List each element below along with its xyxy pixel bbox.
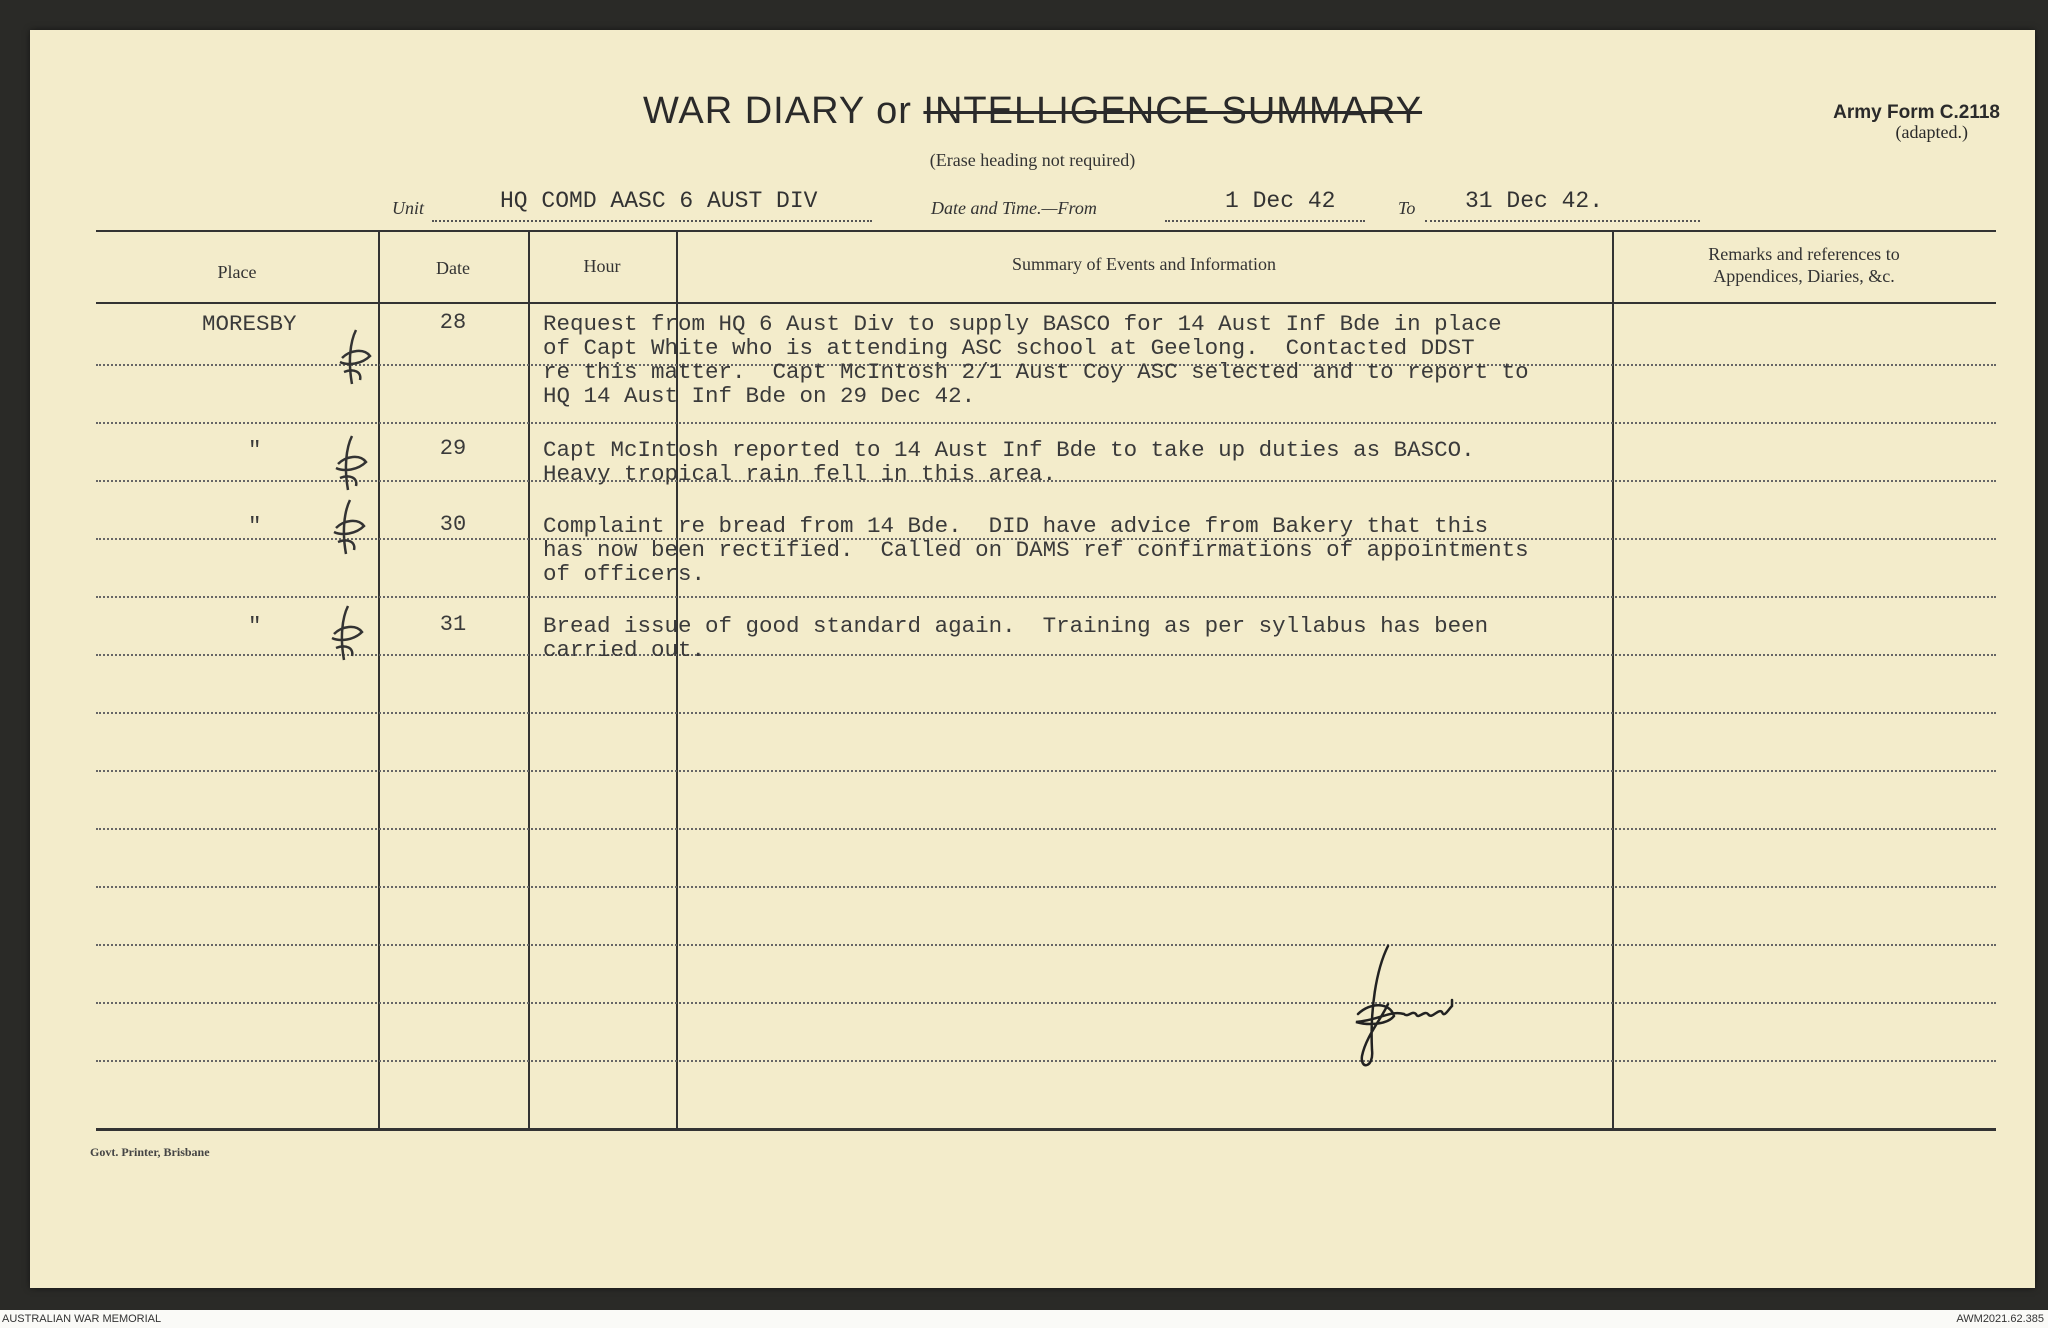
row-2-line-1: Capt McIntosh reported to 14 Aust Inf Bde to take up duties as BASCO. [543, 437, 1475, 463]
printer-imprint: Govt. Printer, Brisbane [90, 1145, 210, 1159]
war-diary-page [30, 30, 2035, 1288]
table-top-rule [96, 230, 1996, 232]
row-1-line-3: re this matter. Capt McIntosh 2/1 Aust Coy ASC selected and to report to [543, 359, 1529, 385]
row-1-line-4: HQ 14 Aust Inf Bde on 29 Dec 42. [543, 383, 976, 409]
title-struck: INTELLIGENCE SUMMARY [923, 90, 1423, 132]
archive-strip [0, 1310, 2048, 1328]
adapted-label: (adapted.) [1895, 122, 1968, 142]
row-2-date: 29 [439, 436, 467, 461]
initials-signature-icon [322, 598, 372, 668]
date-from-dotline [1165, 220, 1365, 222]
row-1-line-1: Request from HQ 6 Aust Div to supply BASCO for 14 Aust Inf Bde in place [543, 311, 1502, 337]
to-label: To [1398, 198, 1416, 218]
row-rule [96, 712, 1996, 714]
table-bottom-rule [96, 1128, 1996, 1131]
row-rule [96, 596, 1996, 598]
header-remarks-2: Appendices, Diaries, &c. [1713, 266, 1895, 286]
initials-signature-icon [326, 428, 376, 498]
officer-signature-icon [1330, 940, 1470, 1080]
row-rule [96, 944, 1996, 946]
date-label: Date and Time.—From [931, 198, 1097, 218]
row-2-place: " [248, 437, 262, 463]
army-form-label: Army Form C.2118 [1833, 102, 2000, 123]
initials-signature-icon [324, 492, 374, 562]
unit-label: Unit [392, 198, 425, 218]
header-date: Date [436, 258, 470, 278]
row-1-line-2: of Capt White who is attending ASC school at Geelong. Contacted DDST [543, 335, 1475, 361]
row-4-date: 31 [439, 612, 467, 637]
row-rule [96, 654, 1996, 656]
row-4-line-2: carried out. [543, 637, 706, 663]
header-summary: Summary of Events and Information [1012, 254, 1276, 274]
row-3-place: " [248, 513, 262, 539]
row-rule [96, 770, 1996, 772]
header-place: Place [217, 262, 257, 282]
row-rule [96, 1002, 1996, 1004]
archive-id: AWM2021.62.385 [1956, 1313, 2044, 1325]
unit-dotline [432, 220, 872, 222]
header-hour: Hour [583, 256, 621, 276]
row-1-place: MORESBY [202, 311, 297, 337]
row-3-date: 30 [439, 512, 467, 537]
header-remarks-1: Remarks and references to [1708, 244, 1900, 264]
row-2-line-2: Heavy tropical rain fell in this area. [543, 461, 1057, 487]
row-3-line-2: has now been rectified. Called on DAMS ref confirmations of appointments [543, 537, 1529, 563]
unit-value: HQ COMD AASC 6 AUST DIV [500, 188, 818, 214]
row-3-line-3: of officers. [543, 561, 706, 587]
row-4-place: " [248, 613, 262, 639]
header-bottom-rule [96, 302, 1996, 304]
form-title [30, 90, 2035, 133]
row-1-date: 28 [439, 310, 467, 335]
title-main: WAR DIARY [642, 90, 865, 132]
date-from: 1 Dec 42 [1225, 188, 1336, 214]
initials-signature-icon [330, 322, 380, 392]
row-rule [96, 886, 1996, 888]
row-3-line-1: Complaint re bread from 14 Bde. DID have advice from Bakery that this [543, 513, 1489, 539]
row-rule [96, 422, 1996, 424]
date-to: 31 Dec 42. [1465, 188, 1604, 214]
row-rule [96, 828, 1996, 830]
erase-note: (Erase heading not required) [929, 150, 1136, 170]
title-or: or [876, 90, 912, 132]
archive-name: AUSTRALIAN WAR MEMORIAL [2, 1313, 162, 1325]
date-to-dotline [1425, 220, 1700, 222]
row-4-line-1: Bread issue of good standard again. Training as per syllabus has been [543, 613, 1489, 639]
row-rule [96, 1060, 1996, 1062]
